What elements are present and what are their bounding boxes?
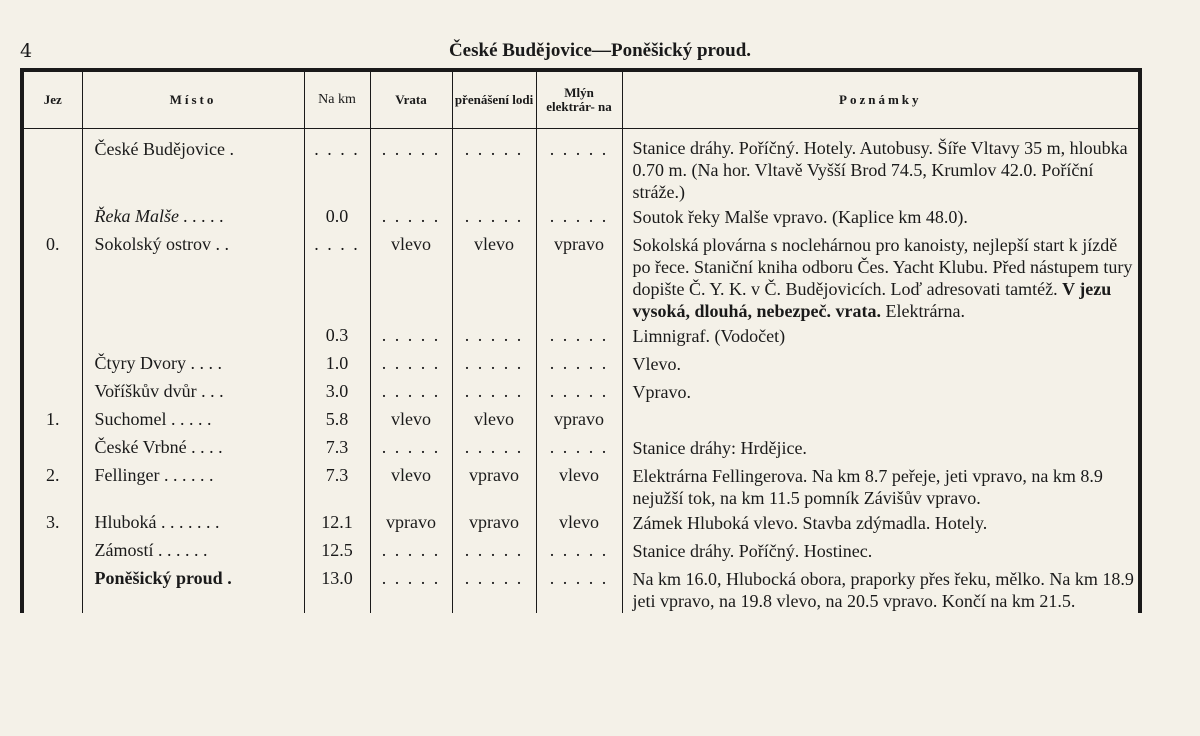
cell-km: 12.1 <box>304 510 370 538</box>
note-warning: V jezu vysoká, dlouhá, nebezpeč. vrata. <box>632 279 1112 321</box>
header-vrata: Vrata <box>370 70 452 129</box>
cell-jez <box>22 204 82 232</box>
table-row <box>22 510 1140 538</box>
cell-vrata: . . . . . <box>370 566 452 613</box>
cell-misto: České Budějovice . <box>82 129 304 205</box>
cell-note: Stanice dráhy: Hrdějice. <box>632 438 807 458</box>
cell-km: 7.3 <box>304 435 370 463</box>
cell-vrata: . . . . . <box>370 351 452 379</box>
cell-mlyn: . . . . . <box>536 566 622 613</box>
cell-note <box>622 232 1140 323</box>
table-row <box>22 351 1140 379</box>
cell-km: . . . . <box>304 129 370 205</box>
cell-jez <box>22 435 82 463</box>
cell-vrata: . . . . . <box>370 129 452 205</box>
table-row <box>22 323 1140 351</box>
header-poznamky: Poznámky <box>622 70 1140 129</box>
cell-jez <box>22 379 82 407</box>
page-title: České Budějovice—Poněšický proud. <box>448 40 752 61</box>
cell-misto: Čtyry Dvory . . . . <box>82 351 304 379</box>
note-tail: Elektrárna. <box>885 301 965 321</box>
cell-prenaseni: . . . . . <box>452 435 536 463</box>
cell-note <box>622 407 1140 435</box>
cell-misto: Fellinger . . . . . . <box>82 463 304 510</box>
cell-km: 0.0 <box>304 204 370 232</box>
cell-vrata: vpravo <box>370 510 452 538</box>
cell-note: Soutok řeky Malše vpravo. (Kaplice km 48.0). <box>632 207 968 227</box>
cell-mlyn: . . . . . <box>536 435 622 463</box>
cell-km: 7.3 <box>304 463 370 510</box>
cell-misto: Voříškův dvůr . . . <box>82 379 304 407</box>
cell-km: 0.3 <box>304 323 370 351</box>
cell-note: Zámek Hluboká vlevo. Stavba zdýmadla. Hotely. <box>632 513 988 533</box>
cell-jez <box>22 129 82 205</box>
cell-mlyn: . . . . . <box>536 538 622 566</box>
cell-jez <box>22 323 82 351</box>
header-misto: Místo <box>82 70 304 129</box>
cell-prenaseni: . . . . . <box>452 351 536 379</box>
cell-misto: Zámostí . . . . . . <box>82 538 304 566</box>
cell-note: Stanice dráhy. Poříčný. Hotely. Autobusy. Šíře Vltavy 35 m, hloubka 0.70 m. (Na hor. Vltavě Vyšší Brod 74.5, Krumlov 42.0. Poříční stráže.) <box>632 138 1128 202</box>
table-row <box>22 435 1140 463</box>
header-prenaseni: přenášení lodi <box>452 70 536 129</box>
table-row <box>22 232 1140 323</box>
cell-prenaseni: vlevo <box>452 232 536 323</box>
cell-note: Stanice dráhy. Poříčný. Hostinec. <box>632 541 873 561</box>
cell-km: 1.0 <box>304 351 370 379</box>
cell-mlyn: vpravo <box>536 407 622 435</box>
table-row <box>22 204 1140 232</box>
cell-prenaseni: vpravo <box>452 510 536 538</box>
cell-prenaseni: vlevo <box>452 407 536 435</box>
header-mlyn: Mlýn elektrár- na <box>536 70 622 129</box>
cell-vrata: vlevo <box>370 407 452 435</box>
cell-misto: Suchomel . . . . . <box>82 407 304 435</box>
cell-note: Limnigraf. (Vodočet) <box>632 326 786 346</box>
table-row <box>22 129 1140 205</box>
cell-mlyn: . . . . . <box>536 204 622 232</box>
cell-misto: Řeka Malše . . . . . <box>82 204 304 232</box>
cell-mlyn: vlevo <box>536 463 622 510</box>
cell-km: 3.0 <box>304 379 370 407</box>
cell-note: Vlevo. <box>632 354 681 374</box>
table-row <box>22 407 1140 435</box>
cell-prenaseni: . . . . . <box>452 204 536 232</box>
cell-jez: 1. <box>22 407 82 435</box>
cell-vrata: . . . . . <box>370 435 452 463</box>
cell-mlyn: vlevo <box>536 510 622 538</box>
header-row <box>22 70 1140 129</box>
table-row <box>22 379 1140 407</box>
cell-prenaseni: vpravo <box>452 463 536 510</box>
cell-jez <box>22 351 82 379</box>
cell-mlyn: . . . . . <box>536 351 622 379</box>
cell-vrata: vlevo <box>370 463 452 510</box>
cell-vrata: . . . . . <box>370 538 452 566</box>
cell-note: Na km 16.0, Hlubocká obora, praporky přes řeku, mělko. Na km 18.9 jeti vpravo, na 19.8 vlevo, na 20.5 vpravo. Končí na km 21.5. <box>632 569 1134 611</box>
itinerary-table <box>20 68 1142 613</box>
cell-misto: Sokolský ostrov . . <box>82 232 304 323</box>
cell-misto: České Vrbné . . . . <box>82 435 304 463</box>
cell-misto <box>82 323 304 351</box>
cell-prenaseni: . . . . . <box>452 566 536 613</box>
cell-vrata: . . . . . <box>370 379 452 407</box>
table-row <box>22 538 1140 566</box>
cell-km: 5.8 <box>304 407 370 435</box>
header-jez: Jez <box>22 70 82 129</box>
cell-km: 13.0 <box>304 566 370 613</box>
cell-prenaseni: . . . . . <box>452 538 536 566</box>
cell-jez <box>22 538 82 566</box>
cell-vrata: . . . . . <box>370 323 452 351</box>
cell-jez: 0. <box>22 232 82 323</box>
cell-prenaseni: . . . . . <box>452 379 536 407</box>
cell-prenaseni: . . . . . <box>452 323 536 351</box>
cell-misto: Poněšický proud . <box>82 566 304 613</box>
cell-note: Elektrárna Fellingerova. Na km 8.7 peřeje, jeti vpravo, na km 8.9 nejužší tok, na km 11.5 pomník Závišův vpravo. <box>632 466 1103 508</box>
cell-jez: 3. <box>22 510 82 538</box>
table-row <box>22 463 1140 510</box>
header-na-km: Na km <box>304 70 370 129</box>
cell-km: 12.5 <box>304 538 370 566</box>
cell-jez <box>22 566 82 613</box>
cell-note: Vpravo. <box>632 382 691 402</box>
cell-jez: 2. <box>22 463 82 510</box>
cell-mlyn: . . . . . <box>536 379 622 407</box>
cell-mlyn: . . . . . <box>536 323 622 351</box>
cell-vrata: vlevo <box>370 232 452 323</box>
table-row <box>22 566 1140 613</box>
cell-mlyn: . . . . . <box>536 129 622 205</box>
cell-mlyn: vpravo <box>536 232 622 323</box>
cell-misto: Hluboká . . . . . . . <box>82 510 304 538</box>
cell-vrata: . . . . . <box>370 204 452 232</box>
note-text: Sokolská plovárna s noclehárnou pro kanoisty, nejlepší start k jízdě po řece. Staniční kniha odboru Čes. Yacht Klubu. Před nástupem tury dopište Č. Y. K. v Č. Budějovicích. Loď adresovati tamtéž. <box>632 235 1133 299</box>
cell-km: . . . . <box>304 232 370 323</box>
cell-prenaseni: . . . . . <box>452 129 536 205</box>
page-number: 4 <box>20 40 33 62</box>
